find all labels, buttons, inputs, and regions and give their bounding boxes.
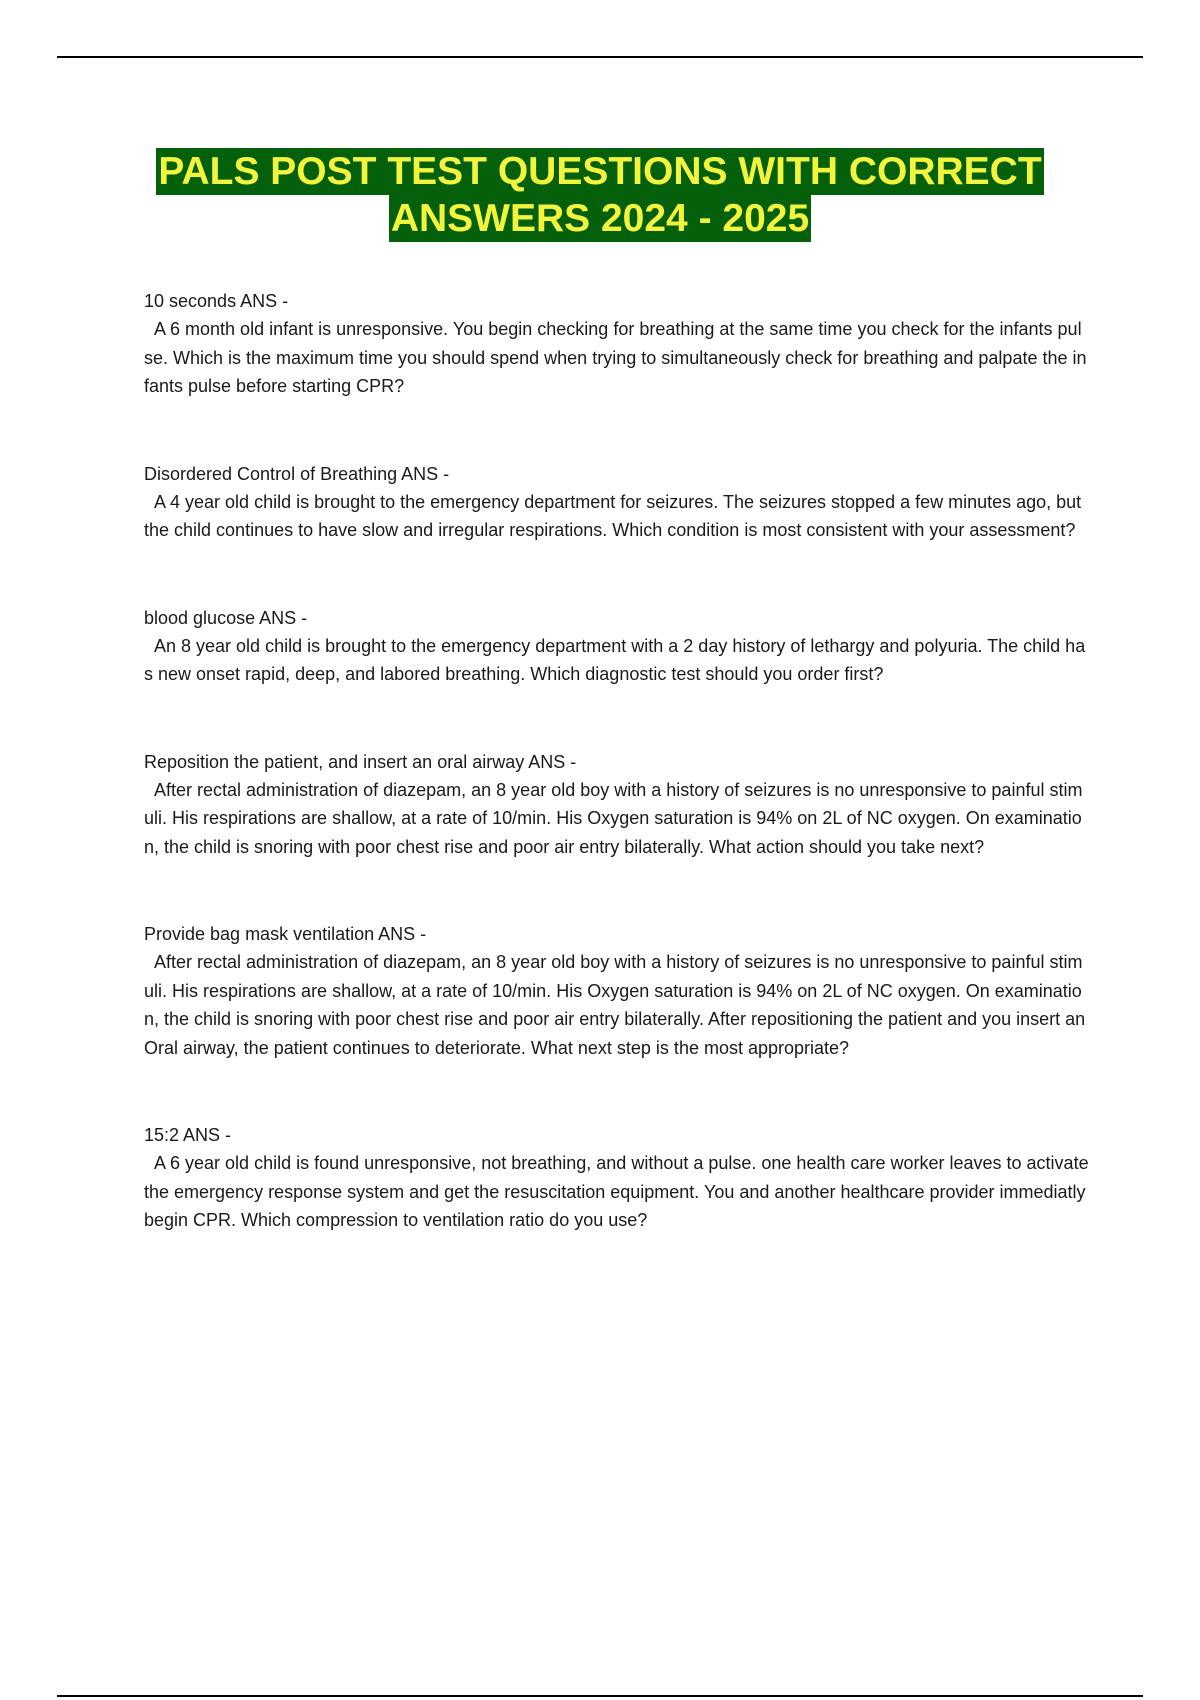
question-text: After rectal administration of diazepam, an 8 year old boy with a history of seizures is no unresponsive to painful stimuli. His respirations are shallow, at a rate of 10/min. His Oxygen saturation is 94% on 2L of NC oxygen. On examination, the child is snoring with poor chest rise and poor air entry bilaterally. What action should you take next? [144,779,1083,857]
qa-item [144,920,1094,1062]
answer-text: Reposition the patient, and insert an oral airway ANS - [144,751,577,772]
answer-text: 15:2 ANS - [144,1125,232,1145]
title-line-1: PALS POST TEST QUESTIONS WITH CORRECT [158,150,1042,193]
question-text: After rectal administration of diazepam, an 8 year old boy with a history of seizures is no unresponsive to painful stimuli. His respirations are shallow, at a rate of 10/min. His Oxygen saturation is 94% on 2L of NC oxygen. On examination, the child is snoring with poor chest rise and poor air entry bilaterally. After repositioning the patient and you insert an Oral airway, the patient continues to deteriorate. What next step is the most appropriate? [144,952,1086,1058]
qa-item [144,1121,1094,1235]
answer-text: blood glucose ANS - [144,607,308,628]
qa-item [144,287,1094,401]
qa-item [144,748,1094,862]
question-text: An 8 year old child is brought to the emergency department with a 2 day history of lethargy and polyuria. The child has new onset rapid, deep, and labored breathing. Which diagnostic test should you order first? [144,635,1086,684]
question-text: A 6 month old infant is unresponsive. You begin checking for breathing at the same time you check for the infants pulse. Which is the maximum time you should spend when trying to simultaneously check for breathing and palpate the infants pulse before starting CPR? [144,319,1087,396]
qa-item [144,460,1094,545]
qa-list [144,287,1094,1294]
title-line-2: ANSWERS 2024 - 2025 [390,197,810,240]
answer-text: 10 seconds ANS - [144,291,289,311]
qa-item [144,604,1094,689]
bottom-divider [57,1695,1143,1697]
question-text: A 4 year old child is brought to the emergency department for seizures. The seizures stopped a few minutes ago, but the child continues to have slow and irregular respirations. Which condition is most consistent with your assessment? [144,491,1082,540]
answer-text: Disordered Control of Breathing ANS - [144,463,450,484]
top-divider [57,56,1143,58]
document-title [100,148,1100,242]
question-text: A 6 year old child is found unresponsive, not breathing, and without a pulse. one health care worker leaves to activate the emergency response system and get the resuscitation equipment. You and another healthcare provider immediatly begin CPR. Which compression to ventilation ratio do you use? [144,1153,1089,1230]
answer-text: Provide bag mask ventilation ANS - [144,924,427,944]
